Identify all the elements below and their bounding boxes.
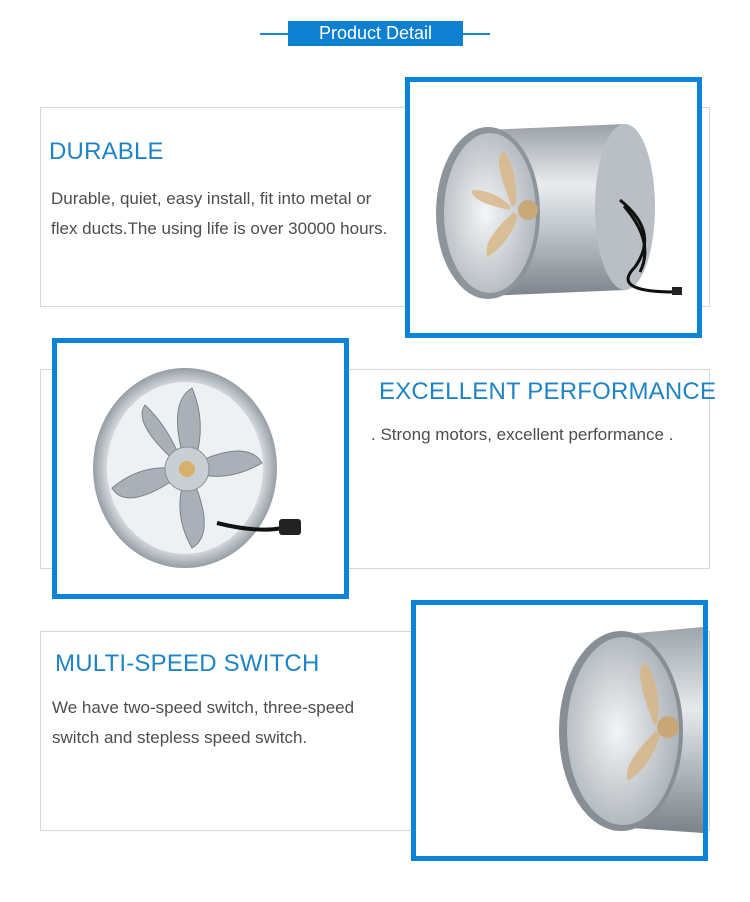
product-detail-header (0, 0, 750, 70)
feature-title: MULTI-SPEED SWITCH (55, 650, 320, 677)
feature-description: Durable, quiet, easy install, fit into metal or flex ducts.The using life is over 30000 hours. (51, 189, 388, 238)
header-title: Product Detail (288, 21, 463, 46)
product-image-front (52, 338, 349, 599)
product-image-side (405, 77, 702, 338)
duct-fan-front-icon (57, 343, 344, 594)
feature-title: DURABLE (49, 138, 164, 165)
feature-description: We have two-speed switch, three-speed switch and stepless speed switch. (52, 698, 355, 747)
header-divider-right (463, 33, 490, 35)
duct-fan-closeup-icon (416, 605, 703, 856)
feature-title: EXCELLENT PERFORMANCE (379, 378, 717, 405)
product-image-closeup (411, 600, 708, 861)
feature-description: . Strong motors, excellent performance . (371, 425, 674, 444)
duct-fan-side-icon (410, 82, 697, 333)
header-divider-left (260, 33, 288, 35)
